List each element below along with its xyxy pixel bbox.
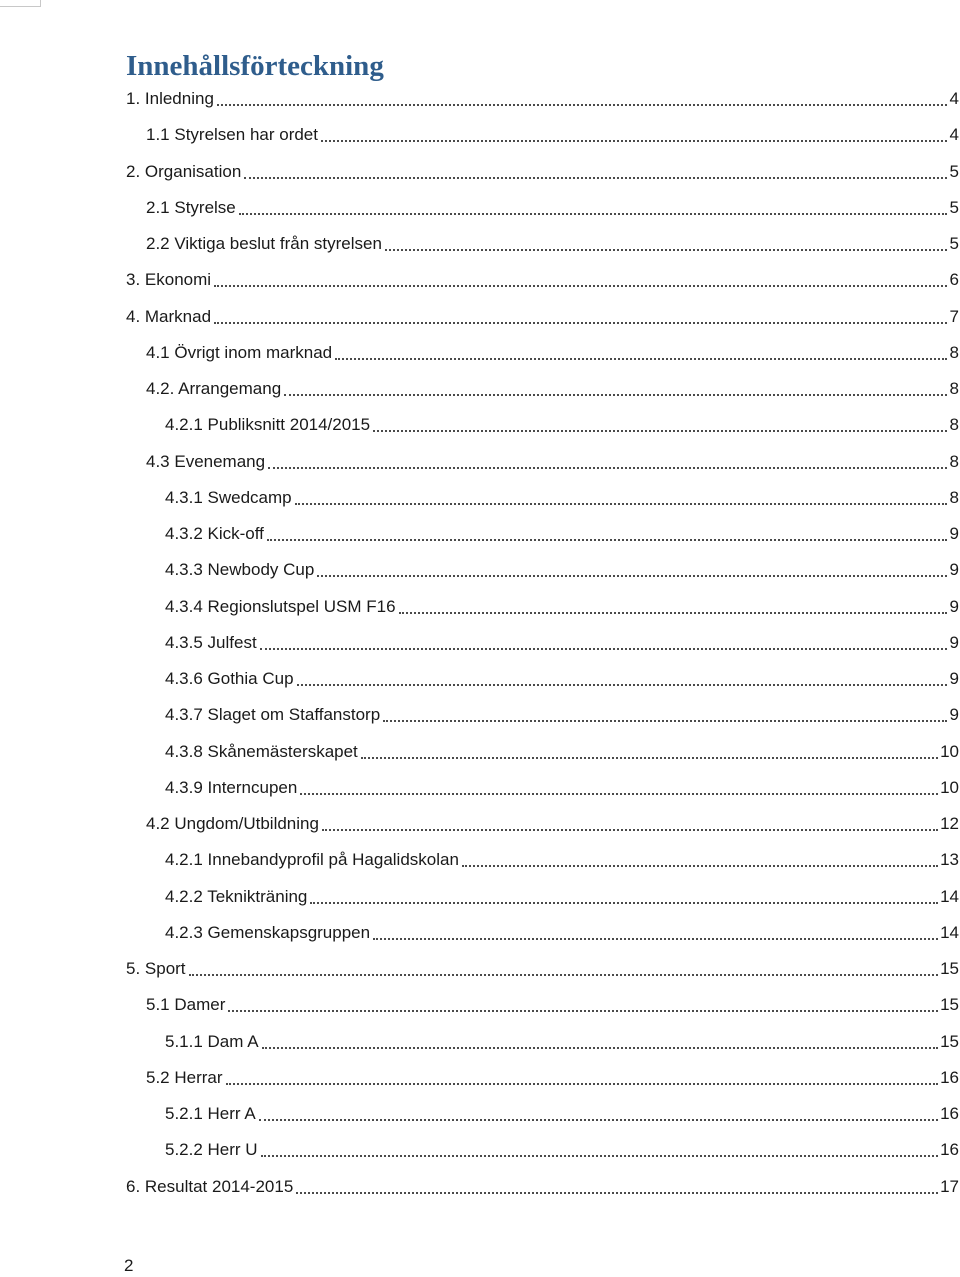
toc-entry-text: 4.2.3 Gemenskapsgruppen [165,922,371,942]
toc-title: Innehållsförteckning [126,50,384,82]
page-corner-marker [0,0,41,7]
toc-entry-text: 1.1 Styrelsen har ordet [146,125,318,145]
toc-dot-leader [321,140,947,142]
toc-dot-leader [244,177,947,179]
toc-dot-leader [399,612,947,614]
toc-entry-text: 4.2.1 Innebandyprofil på Hagalidskolan [165,850,459,870]
toc-dot-leader [214,322,947,324]
toc-entry[interactable] [0,915,960,951]
page-number: 2 [124,1256,134,1275]
toc-entry[interactable] [0,480,960,516]
toc-entry-text: 5.2.2 Herr U [165,1140,258,1160]
toc-entry-text: 4.3.2 Kick-off [165,524,264,544]
toc-entry-text: 6. Resultat 2014-2015 [126,1176,294,1196]
toc-entry[interactable] [0,806,960,842]
toc-entry[interactable] [0,444,960,480]
toc-entry-text: 1. Inledning [126,89,214,109]
toc-entry-page: 13 [940,850,959,870]
toc-entry[interactable] [0,1169,960,1205]
toc-dot-leader [322,829,938,831]
toc-entry-page: 9 [949,705,959,725]
toc-entry-text: 5.2.1 Herr A [165,1104,256,1124]
toc-entry-text: 5.1 Damer [146,995,226,1015]
toc-entry-text: 4.3.7 Slaget om Staffanstorp [165,705,381,725]
toc-entry-text: 2.2 Viktiga beslut från styrelsen [146,234,382,254]
toc-entry-text: 4.3.8 Skånemästerskapet [165,741,358,761]
toc-entry-page: 5 [949,197,959,217]
toc-dot-leader [262,1047,939,1049]
toc-dot-leader [260,648,947,650]
toc-entry-text: 4.1 Övrigt inom marknad [146,342,333,362]
toc-entry-page: 9 [949,669,959,689]
toc-entry[interactable] [0,1024,960,1060]
toc-entry[interactable] [0,516,960,552]
toc-entry[interactable] [0,407,960,443]
toc-entry-text: 4.3 Evenemang [146,451,266,471]
toc-entry-page: 8 [949,415,959,435]
toc-entry-text: 5. Sport [126,959,186,979]
toc-entry-text: 2.1 Styrelse [146,197,236,217]
toc-entry[interactable] [0,371,960,407]
toc-entry[interactable] [0,335,960,371]
toc-dot-leader [259,1119,938,1121]
toc-list [0,81,960,1205]
toc-entry-text: 4.2 Ungdom/Utbildning [146,814,319,834]
toc-entry-page: 7 [949,306,959,326]
toc-dot-leader [310,902,938,904]
toc-entry[interactable] [0,589,960,625]
toc-dot-leader [267,539,947,541]
toc-entry-page: 16 [940,1140,959,1160]
toc-entry-page: 9 [949,596,959,616]
toc-entry-text: 4.2. Arrangemang [146,379,282,399]
toc-entry-page: 4 [949,125,959,145]
toc-entry-text: 4. Marknad [126,306,212,326]
toc-entry[interactable] [0,625,960,661]
toc-dot-leader [462,865,938,867]
toc-entry-text: 4.3.5 Julfest [165,632,257,652]
toc-dot-leader [261,1155,938,1157]
toc-entry-text: 2. Organisation [126,161,242,181]
toc-entry[interactable] [0,1096,960,1132]
toc-entry[interactable] [0,81,960,117]
toc-dot-leader [189,974,939,976]
toc-entry-page: 6 [949,270,959,290]
toc-entry-page: 5 [949,234,959,254]
toc-entry[interactable] [0,987,960,1023]
toc-entry-page: 17 [940,1176,959,1196]
toc-entry[interactable] [0,951,960,987]
toc-entry-page: 16 [940,1067,959,1087]
toc-entry-page: 9 [949,524,959,544]
toc-dot-leader [361,757,938,759]
toc-entry-page: 14 [940,886,959,906]
toc-dot-leader [284,394,947,396]
toc-dot-leader [295,503,947,505]
toc-dot-leader [217,104,947,106]
toc-entry-text: 3. Ekonomi [126,270,212,290]
toc-entry-page: 8 [949,342,959,362]
toc-entry-text: 4.3.1 Swedcamp [165,487,292,507]
toc-dot-leader [300,793,938,795]
toc-entry[interactable] [0,770,960,806]
toc-entry-page: 9 [949,560,959,580]
toc-entry[interactable] [0,842,960,878]
toc-entry[interactable] [0,1060,960,1096]
toc-dot-leader [214,285,947,287]
toc-dot-leader [373,938,938,940]
toc-entry-page: 8 [949,487,959,507]
toc-entry-text: 4.3.6 Gothia Cup [165,669,294,689]
toc-dot-leader [297,684,947,686]
toc-entry-text: 4.3.3 Newbody Cup [165,560,315,580]
toc-entry-page: 12 [940,814,959,834]
toc-dot-leader [296,1192,938,1194]
toc-entry[interactable] [0,226,960,262]
toc-dot-leader [383,720,947,722]
toc-dot-leader [226,1083,939,1085]
toc-dot-leader [385,249,947,251]
toc-dot-leader [228,1010,938,1012]
toc-dot-leader [268,467,947,469]
toc-entry[interactable] [0,299,960,335]
toc-entry[interactable] [0,190,960,226]
toc-entry[interactable] [0,117,960,153]
toc-dot-leader [335,358,947,360]
toc-entry[interactable] [0,734,960,770]
toc-entry-page: 10 [940,777,959,797]
toc-entry-page: 15 [940,1031,959,1051]
toc-dot-leader [317,575,947,577]
toc-entry-page: 5 [949,161,959,181]
toc-entry-text: 4.2.2 Teknikträning [165,886,308,906]
toc-entry-page: 15 [940,959,959,979]
toc-entry[interactable] [0,154,960,190]
toc-entry-page: 8 [949,451,959,471]
toc-entry-page: 9 [949,632,959,652]
toc-dot-leader [239,213,947,215]
toc-entry[interactable] [0,552,960,588]
toc-entry-text: 4.3.9 Interncupen [165,777,298,797]
toc-entry-page: 4 [949,89,959,109]
toc-entry[interactable] [0,262,960,298]
toc-entry-page: 10 [940,741,959,761]
toc-entry-text: 4.3.4 Regionslutspel USM F16 [165,596,396,616]
toc-entry-page: 16 [940,1104,959,1124]
toc-entry-page: 14 [940,922,959,942]
toc-entry[interactable] [0,661,960,697]
toc-entry[interactable] [0,697,960,733]
toc-entry[interactable] [0,879,960,915]
toc-entry-text: 4.2.1 Publiksnitt 2014/2015 [165,415,371,435]
toc-entry-text: 5.1.1 Dam A [165,1031,259,1051]
toc-entry-page: 8 [949,379,959,399]
toc-entry-text: 5.2 Herrar [146,1067,223,1087]
toc-entry[interactable] [0,1132,960,1168]
toc-entry-page: 15 [940,995,959,1015]
toc-dot-leader [373,430,947,432]
